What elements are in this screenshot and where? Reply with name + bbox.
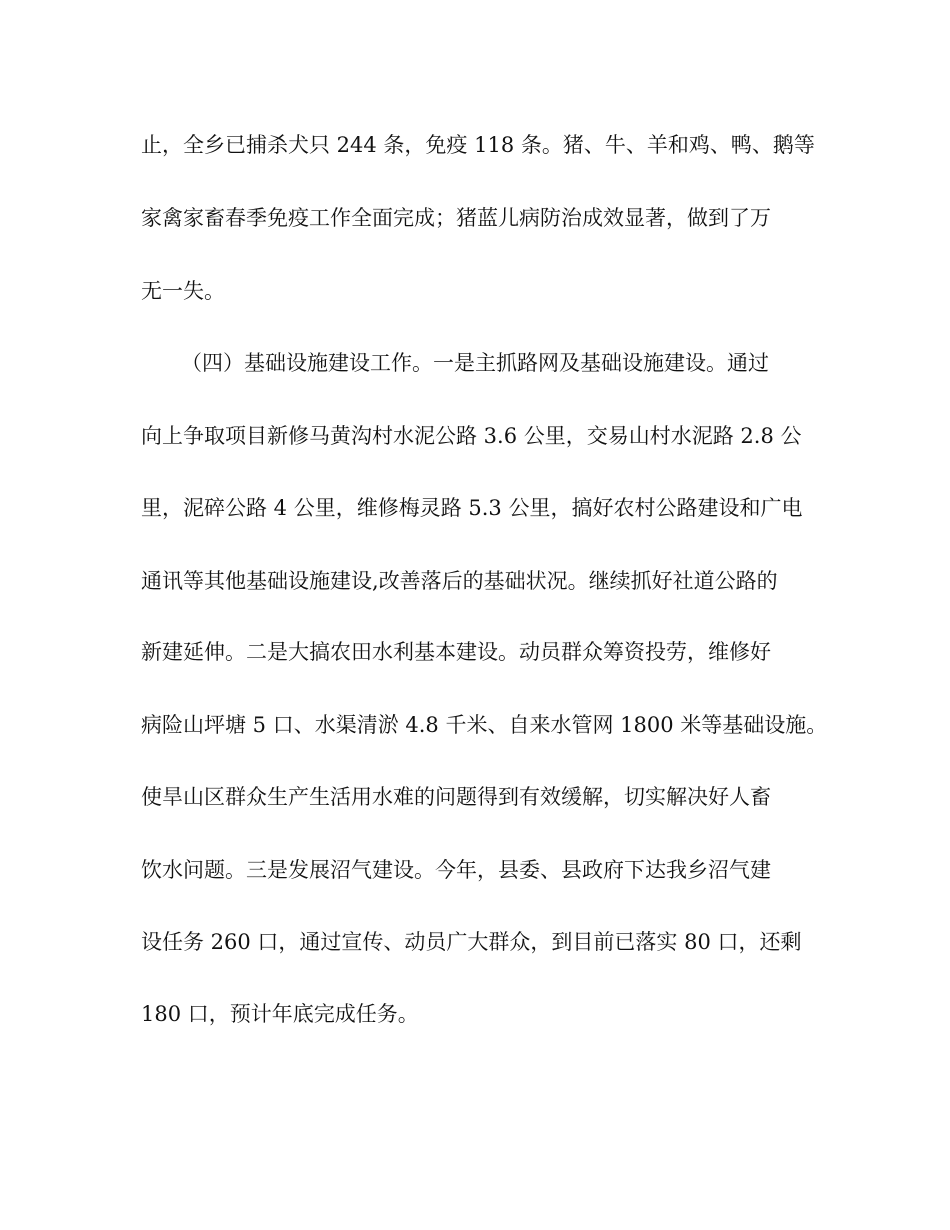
paragraph-line: 新建延伸。二是大搞农田水利基本建设。动员群众筹资投劳，维修好 (141, 640, 771, 664)
paragraph-line: 止，全乡已捕杀犬只 244 条，免疫 118 条。猪、牛、羊和鸡、鸭、鹅等 (141, 133, 815, 157)
paragraph-line: 家禽家畜春季免疫工作全面完成；猪蓝儿病防治成效显著，做到了万 (141, 206, 771, 230)
paragraph-line: 设任务 260 口，通过宣传、动员广大群众，到目前已落实 80 口，还剩 (141, 930, 802, 954)
paragraph-line: 饮水问题。三是发展沼气建设。今年，县委、县政府下达我乡沼气建 (141, 858, 771, 882)
paragraph-line: 180 口，预计年底完成任务。 (141, 1002, 419, 1026)
paragraph-line: 通讯等其他基础设施建设,改善落后的基础状况。继续抓好社道公路的 (141, 569, 778, 593)
paragraph-line: 使旱山区群众生产生活用水难的问题得到有效缓解，切实解决好人畜 (141, 785, 771, 809)
section-heading-line: （四）基础设施建设工作。一是主抓路网及基础设施建设。通过 (181, 351, 769, 375)
paragraph-line: 病险山坪塘 5 口、水渠清淤 4.8 千米、自来水管网 1800 米等基础设施。 (141, 713, 828, 737)
paragraph-line: 里，泥碎公路 4 公里，维修梅灵路 5.3 公里，搞好农村公路建设和广电 (141, 496, 803, 520)
paragraph-line: 向上争取项目新修马黄沟村水泥公路 3.6 公里，交易山村水泥路 2.8 公 (141, 424, 802, 448)
paragraph-line: 无一失。 (141, 279, 225, 303)
